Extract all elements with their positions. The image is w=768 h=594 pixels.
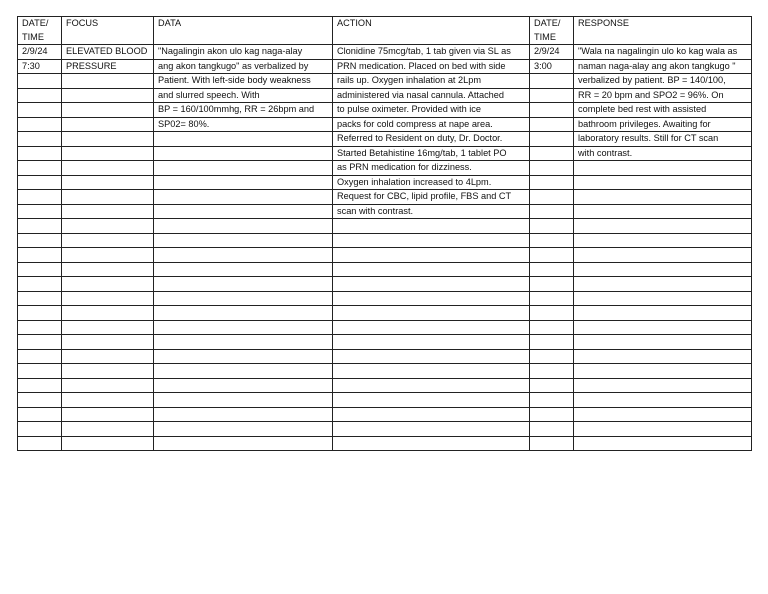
focus-cell (62, 161, 154, 176)
focus-cell (62, 175, 154, 190)
focus-cell (62, 320, 154, 335)
action-cell: rails up. Oxygen inhalation at 2Lpm (333, 74, 530, 89)
data-cell: Patient. With left-side body weakness (154, 74, 333, 89)
focus-cell (62, 262, 154, 277)
focus-cell (62, 422, 154, 437)
response-date-time-cell (530, 132, 574, 147)
table-row (18, 277, 752, 292)
response-cell (574, 175, 752, 190)
response-cell: laboratory results. Still for CT scan (574, 132, 752, 147)
response-cell (574, 190, 752, 205)
date-time-cell (18, 204, 62, 219)
header-action: ACTION (333, 17, 530, 45)
response-date-time-cell (530, 175, 574, 190)
focus-cell (62, 204, 154, 219)
response-cell (574, 306, 752, 321)
table-row (18, 233, 752, 248)
date-time-cell (18, 291, 62, 306)
table-row (18, 74, 752, 89)
response-date-time-cell (530, 88, 574, 103)
response-date-time-cell (530, 74, 574, 89)
table-row (18, 291, 752, 306)
response-cell: verbalized by patient. BP = 140/100, (574, 74, 752, 89)
focus-cell: PRESSURE (62, 59, 154, 74)
action-cell (333, 407, 530, 422)
response-cell (574, 320, 752, 335)
focus-cell (62, 233, 154, 248)
table-row (18, 378, 752, 393)
response-cell (574, 407, 752, 422)
action-cell (333, 219, 530, 234)
action-cell (333, 291, 530, 306)
data-cell: and slurred speech. With (154, 88, 333, 103)
data-cell: SP02= 80%. (154, 117, 333, 132)
table-row (18, 175, 752, 190)
table-row (18, 262, 752, 277)
date-time-cell (18, 262, 62, 277)
response-date-time-cell (530, 233, 574, 248)
table-row (18, 59, 752, 74)
action-cell (333, 378, 530, 393)
response-date-time-cell (530, 248, 574, 263)
response-date-time-cell (530, 436, 574, 451)
data-cell (154, 422, 333, 437)
response-date-time-cell (530, 306, 574, 321)
response-cell (574, 161, 752, 176)
action-cell (333, 422, 530, 437)
date-time-cell (18, 320, 62, 335)
response-cell (574, 291, 752, 306)
response-cell (574, 422, 752, 437)
response-date-time-cell (530, 335, 574, 350)
focus-cell (62, 146, 154, 161)
focus-cell (62, 436, 154, 451)
date-time-cell (18, 219, 62, 234)
date-time-cell (18, 175, 62, 190)
response-cell (574, 364, 752, 379)
response-cell (574, 335, 752, 350)
action-cell (333, 306, 530, 321)
action-cell (333, 364, 530, 379)
focus-cell (62, 88, 154, 103)
table-row (18, 190, 752, 205)
response-cell (574, 378, 752, 393)
date-time-cell (18, 349, 62, 364)
data-cell: BP = 160/100mmhg, RR = 26bpm and (154, 103, 333, 118)
date-time-cell (18, 364, 62, 379)
response-date-time-cell (530, 364, 574, 379)
date-time-cell (18, 407, 62, 422)
data-cell (154, 262, 333, 277)
date-time-cell (18, 436, 62, 451)
data-cell (154, 291, 333, 306)
table-row (18, 88, 752, 103)
date-time-cell (18, 422, 62, 437)
data-cell (154, 335, 333, 350)
date-time-cell (18, 306, 62, 321)
response-date-time-cell: 3:00 (530, 59, 574, 74)
focus-cell (62, 132, 154, 147)
data-cell (154, 132, 333, 147)
response-cell (574, 219, 752, 234)
table-row (18, 335, 752, 350)
table-row (18, 349, 752, 364)
data-cell (154, 190, 333, 205)
response-date-time-cell (530, 161, 574, 176)
data-cell (154, 277, 333, 292)
data-cell (154, 378, 333, 393)
response-cell (574, 277, 752, 292)
table-row (18, 306, 752, 321)
data-cell: ang akon tangkugo" as verbalized by (154, 59, 333, 74)
table-row (18, 146, 752, 161)
focus-cell (62, 117, 154, 132)
date-time-cell (18, 146, 62, 161)
date-time-cell: 2/9/24 (18, 45, 62, 60)
action-cell (333, 277, 530, 292)
table-row (18, 132, 752, 147)
table-row (18, 161, 752, 176)
focus-cell (62, 190, 154, 205)
response-cell (574, 349, 752, 364)
table-row (18, 117, 752, 132)
table-row (18, 248, 752, 263)
date-time-cell (18, 233, 62, 248)
response-date-time-cell (530, 320, 574, 335)
focus-cell (62, 393, 154, 408)
table-row (18, 364, 752, 379)
focus-cell (62, 407, 154, 422)
action-cell: Oxygen inhalation increased to 4Lpm. (333, 175, 530, 190)
data-cell (154, 393, 333, 408)
focus-cell (62, 248, 154, 263)
header-date-time (18, 17, 62, 45)
focus-cell (62, 364, 154, 379)
date-time-cell (18, 117, 62, 132)
table-row (18, 320, 752, 335)
header-date-time-response (530, 17, 574, 45)
date-time-cell (18, 161, 62, 176)
table-row (18, 219, 752, 234)
data-cell (154, 364, 333, 379)
response-cell: with contrast. (574, 146, 752, 161)
header-date-label: DATE/ (534, 18, 561, 28)
action-cell (333, 393, 530, 408)
response-date-time-cell (530, 117, 574, 132)
response-date-time-cell (530, 103, 574, 118)
date-time-cell (18, 335, 62, 350)
response-cell: "Wala na nagalingin ulo ko kag wala as (574, 45, 752, 60)
table-row (18, 45, 752, 60)
table-row (18, 407, 752, 422)
focus-cell (62, 335, 154, 350)
data-cell (154, 407, 333, 422)
header-time-label: TIME (22, 31, 44, 42)
response-date-time-cell (530, 422, 574, 437)
table-body (18, 45, 752, 451)
table-row (18, 204, 752, 219)
response-cell (574, 393, 752, 408)
focus-cell: ELEVATED BLOOD (62, 45, 154, 60)
data-cell (154, 204, 333, 219)
focus-cell (62, 219, 154, 234)
focus-cell (62, 349, 154, 364)
response-date-time-cell (530, 262, 574, 277)
response-date-time-cell (530, 349, 574, 364)
date-time-cell (18, 74, 62, 89)
action-cell: scan with contrast. (333, 204, 530, 219)
action-cell: packs for cold compress at nape area. (333, 117, 530, 132)
response-date-time-cell (530, 146, 574, 161)
action-cell: Clonidine 75mcg/tab, 1 tab given via SL as (333, 45, 530, 60)
response-cell (574, 233, 752, 248)
date-time-cell (18, 277, 62, 292)
header-focus: FOCUS (62, 17, 154, 45)
date-time-cell (18, 393, 62, 408)
focus-cell (62, 378, 154, 393)
response-cell: bathroom privileges. Awaiting for (574, 117, 752, 132)
data-cell (154, 248, 333, 263)
table-row (18, 103, 752, 118)
response-cell (574, 262, 752, 277)
focus-cell (62, 103, 154, 118)
response-date-time-cell (530, 291, 574, 306)
response-date-time-cell (530, 393, 574, 408)
header-date-label: DATE/ (22, 18, 49, 28)
response-date-time-cell (530, 190, 574, 205)
action-cell (333, 320, 530, 335)
response-cell: naman naga-alay ang akon tangkugo " (574, 59, 752, 74)
date-time-cell (18, 132, 62, 147)
data-cell: "Nagalingin akon ulo kag naga-alay (154, 45, 333, 60)
table-row (18, 422, 752, 437)
action-cell: as PRN medication for dizziness. (333, 161, 530, 176)
data-cell (154, 320, 333, 335)
response-cell (574, 248, 752, 263)
response-date-time-cell (530, 204, 574, 219)
response-cell: complete bed rest with assisted (574, 103, 752, 118)
focus-cell (62, 306, 154, 321)
date-time-cell (18, 88, 62, 103)
response-cell (574, 436, 752, 451)
header-response: RESPONSE (574, 17, 752, 45)
action-cell: to pulse oximeter. Provided with ice (333, 103, 530, 118)
response-cell: RR = 20 bpm and SPO2 = 96%. On (574, 88, 752, 103)
data-cell (154, 146, 333, 161)
table-row (18, 393, 752, 408)
date-time-cell (18, 103, 62, 118)
data-cell (154, 233, 333, 248)
action-cell: Request for CBC, lipid profile, FBS and CT (333, 190, 530, 205)
focus-cell (62, 291, 154, 306)
table-row (18, 436, 752, 451)
response-date-time-cell (530, 407, 574, 422)
focus-charting-table (17, 16, 752, 451)
header-row (18, 17, 752, 45)
date-time-cell (18, 248, 62, 263)
action-cell: Referred to Resident on duty, Dr. Doctor. (333, 132, 530, 147)
response-cell (574, 204, 752, 219)
action-cell (333, 248, 530, 263)
data-cell (154, 161, 333, 176)
header-time-label: TIME (534, 31, 556, 42)
action-cell: PRN medication. Placed on bed with side (333, 59, 530, 74)
focus-cell (62, 74, 154, 89)
data-cell (154, 175, 333, 190)
data-cell (154, 306, 333, 321)
action-cell (333, 233, 530, 248)
action-cell (333, 349, 530, 364)
date-time-cell (18, 378, 62, 393)
action-cell (333, 262, 530, 277)
action-cell (333, 436, 530, 451)
data-cell (154, 349, 333, 364)
focus-cell (62, 277, 154, 292)
date-time-cell: 7:30 (18, 59, 62, 74)
response-date-time-cell: 2/9/24 (530, 45, 574, 60)
response-date-time-cell (530, 219, 574, 234)
header-data: DATA (154, 17, 333, 45)
action-cell (333, 335, 530, 350)
action-cell: administered via nasal cannula. Attached (333, 88, 530, 103)
data-cell (154, 219, 333, 234)
response-date-time-cell (530, 277, 574, 292)
date-time-cell (18, 190, 62, 205)
data-cell (154, 436, 333, 451)
response-date-time-cell (530, 378, 574, 393)
action-cell: Started Betahistine 16mg/tab, 1 tablet PO (333, 146, 530, 161)
